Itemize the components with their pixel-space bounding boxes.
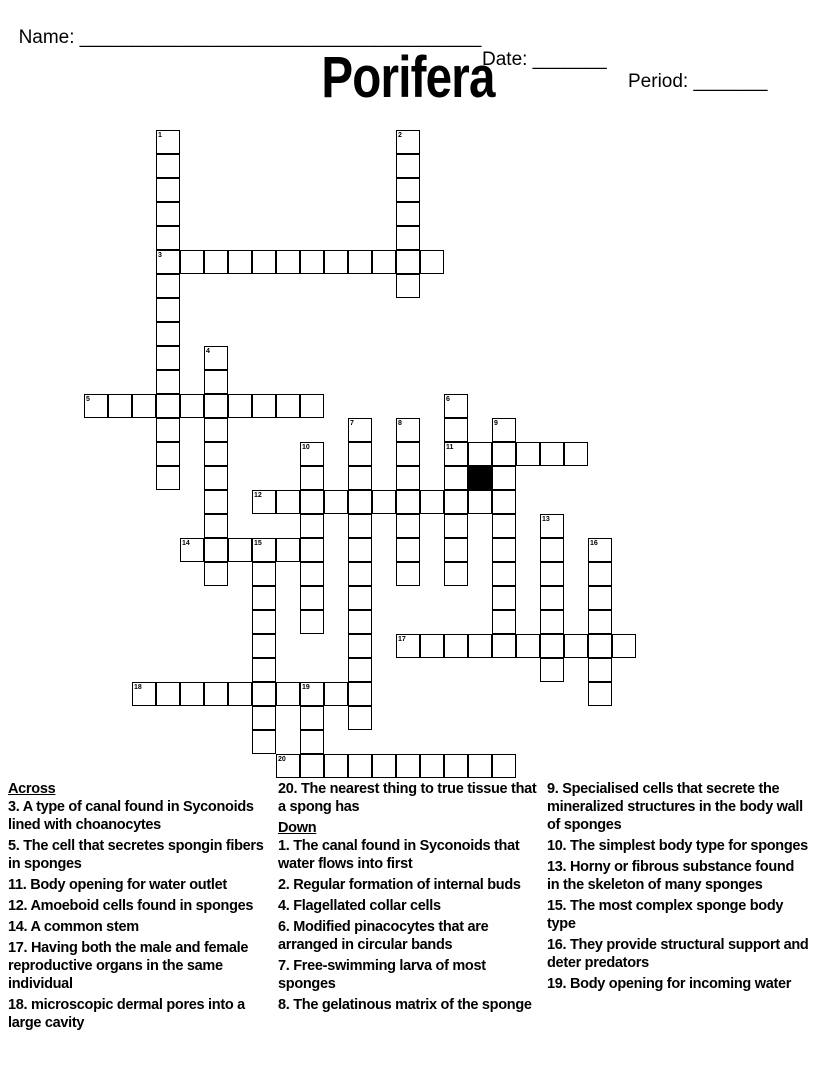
grid-cell[interactable]	[156, 154, 180, 178]
grid-cell[interactable]	[396, 514, 420, 538]
grid-cell[interactable]	[492, 610, 516, 634]
clue-number: 11	[446, 444, 454, 451]
grid-cell[interactable]	[540, 562, 564, 586]
grid-cell[interactable]	[348, 682, 372, 706]
grid-cell[interactable]	[156, 322, 180, 346]
grid-cell[interactable]	[540, 514, 564, 538]
grid-cell[interactable]	[252, 658, 276, 682]
grid-cell[interactable]	[228, 538, 252, 562]
grid-cell[interactable]	[276, 394, 300, 418]
grid-cell[interactable]	[156, 418, 180, 442]
grid-cell[interactable]	[396, 250, 420, 274]
grid-cell[interactable]	[396, 130, 420, 154]
grid-cell[interactable]	[492, 754, 516, 778]
grid-cell[interactable]	[252, 538, 276, 562]
grid-cell[interactable]	[492, 466, 516, 490]
grid-cell[interactable]	[396, 178, 420, 202]
grid-cell[interactable]	[396, 442, 420, 466]
grid-cell[interactable]	[444, 394, 468, 418]
grid-cell[interactable]	[204, 250, 228, 274]
grid-cell[interactable]	[492, 634, 516, 658]
grid-cell[interactable]	[180, 394, 204, 418]
clue-down-8: 8. The gelatinous matrix of the sponge	[278, 997, 532, 1013]
clue-across-17: 17. Having both the male and female reproductive organs in the same individual	[8, 940, 249, 992]
clue-down-7: 7. Free-swimming larva of most sponges	[278, 958, 486, 992]
grid-cell[interactable]	[444, 754, 468, 778]
grid-cell[interactable]	[156, 682, 180, 706]
grid-cell[interactable]	[156, 274, 180, 298]
grid-cell[interactable]	[300, 610, 324, 634]
grid-cell[interactable]	[444, 538, 468, 562]
grid-cell[interactable]	[420, 250, 444, 274]
grid-cell[interactable]	[348, 490, 372, 514]
grid-cell[interactable]	[300, 490, 324, 514]
grid-cell[interactable]	[348, 658, 372, 682]
clue-down-1: 1. The canal found in Syconoids that water flows into first	[278, 838, 520, 872]
grid-cell[interactable]	[276, 682, 300, 706]
grid-cell[interactable]	[204, 370, 228, 394]
clue-number: 7	[350, 420, 354, 427]
grid-cell[interactable]	[204, 442, 228, 466]
grid-cell[interactable]	[444, 514, 468, 538]
grid-cell[interactable]	[348, 538, 372, 562]
grid-cell[interactable]	[444, 418, 468, 442]
grid-cell[interactable]	[156, 226, 180, 250]
grid-cell[interactable]	[156, 250, 180, 274]
clue-across-18: 18. microscopic dermal pores into a large cavity	[8, 997, 245, 1031]
clue-down-15: 15. The most complex sponge body type	[547, 898, 784, 932]
grid-cell[interactable]	[276, 754, 300, 778]
grid-cell[interactable]	[348, 562, 372, 586]
clue-down-9: 9. Specialised cells that secrete the mineralized structures in the body wall of sponges	[547, 781, 803, 833]
grid-cell[interactable]	[396, 490, 420, 514]
grid-cell[interactable]	[252, 610, 276, 634]
across-heading: Across	[8, 781, 56, 797]
down-heading: Down	[278, 820, 317, 836]
grid-cell[interactable]	[540, 658, 564, 682]
grid-cell[interactable]	[324, 490, 348, 514]
grid-cell[interactable]	[204, 346, 228, 370]
grid-cell[interactable]	[372, 490, 396, 514]
grid-cell[interactable]	[300, 250, 324, 274]
grid-cell[interactable]	[492, 586, 516, 610]
grid-cell[interactable]	[324, 250, 348, 274]
grid-cell[interactable]	[180, 682, 204, 706]
clue-down-2: 2. Regular formation of internal buds	[278, 877, 521, 893]
grid-cell[interactable]	[84, 394, 108, 418]
clue-across-5: 5. The cell that secretes spongin fibers in sponges	[8, 838, 264, 872]
grid-cell[interactable]	[204, 394, 228, 418]
clue-number: 6	[446, 396, 450, 403]
grid-cell[interactable]	[444, 634, 468, 658]
clue-number: 1	[158, 132, 162, 139]
grid-cell[interactable]	[204, 538, 228, 562]
grid-cell[interactable]	[564, 634, 588, 658]
clue-number: 13	[542, 516, 550, 523]
grid-cell[interactable]	[180, 538, 204, 562]
clue-number: 18	[134, 684, 142, 691]
grid-cell[interactable]	[228, 682, 252, 706]
grid-cell[interactable]	[132, 394, 156, 418]
grid-cell[interactable]	[348, 706, 372, 730]
grid-cell[interactable]	[588, 658, 612, 682]
clue-number: 5	[86, 396, 90, 403]
grid-cell[interactable]	[300, 514, 324, 538]
grid-cell[interactable]	[300, 394, 324, 418]
grid-cell[interactable]	[444, 490, 468, 514]
grid-cell[interactable]	[372, 250, 396, 274]
grid-cell[interactable]	[300, 682, 324, 706]
grid-cell[interactable]	[396, 274, 420, 298]
grid-cell[interactable]	[396, 538, 420, 562]
grid-black-cell	[468, 466, 492, 490]
grid-cell[interactable]	[444, 442, 468, 466]
clue-across-11: 11. Body opening for water outlet	[8, 877, 227, 893]
grid-cell[interactable]	[348, 610, 372, 634]
grid-cell[interactable]	[540, 538, 564, 562]
grid-cell[interactable]	[372, 754, 396, 778]
grid-cell[interactable]	[348, 466, 372, 490]
grid-cell[interactable]	[396, 226, 420, 250]
grid-cell[interactable]	[420, 490, 444, 514]
grid-cell[interactable]	[540, 586, 564, 610]
grid-cell[interactable]	[156, 130, 180, 154]
grid-cell[interactable]	[540, 634, 564, 658]
clue-down-16: 16. They provide structural support and deter predators	[547, 937, 809, 971]
clue-number: 16	[590, 540, 598, 547]
grid-cell[interactable]	[108, 394, 132, 418]
grid-cell[interactable]	[156, 298, 180, 322]
grid-cell[interactable]	[252, 490, 276, 514]
grid-cell[interactable]	[156, 346, 180, 370]
grid-cell[interactable]	[252, 394, 276, 418]
grid-cell[interactable]	[300, 538, 324, 562]
grid-cell[interactable]	[156, 202, 180, 226]
grid-cell[interactable]	[348, 634, 372, 658]
grid-cell[interactable]	[444, 562, 468, 586]
grid-cell[interactable]	[276, 490, 300, 514]
clue-number: 2	[398, 132, 402, 139]
grid-cell[interactable]	[156, 442, 180, 466]
grid-cell[interactable]	[444, 466, 468, 490]
grid-cell[interactable]	[348, 754, 372, 778]
clue-number: 9	[494, 420, 498, 427]
grid-cell[interactable]	[204, 682, 228, 706]
grid-cell[interactable]	[324, 754, 348, 778]
grid-cell[interactable]	[420, 634, 444, 658]
grid-cell[interactable]	[228, 394, 252, 418]
grid-cell[interactable]	[396, 418, 420, 442]
clue-across-20: 20. The nearest thing to true tissue that a spong has	[278, 781, 537, 815]
grid-cell[interactable]	[588, 634, 612, 658]
grid-cell[interactable]	[276, 538, 300, 562]
grid-cell[interactable]	[156, 370, 180, 394]
date-field[interactable]: Date: _______	[482, 49, 607, 70]
grid-cell[interactable]	[204, 490, 228, 514]
clue-down-6: 6. Modified pinacocytes that are arranged in circular bands	[278, 919, 489, 953]
grid-cell[interactable]	[252, 706, 276, 730]
clue-number: 15	[254, 540, 262, 547]
grid-cell[interactable]	[468, 490, 492, 514]
grid-cell[interactable]	[492, 490, 516, 514]
grid-cell[interactable]	[156, 394, 180, 418]
clue-down-4: 4. Flagellated collar cells	[278, 898, 441, 914]
clues-column-1	[8, 780, 270, 1035]
grid-cell[interactable]	[228, 250, 252, 274]
grid-cell[interactable]	[588, 682, 612, 706]
grid-cell[interactable]	[396, 634, 420, 658]
clue-number: 12	[254, 492, 262, 499]
grid-cell[interactable]	[252, 250, 276, 274]
clue-number: 14	[182, 540, 190, 547]
grid-cell[interactable]	[468, 442, 492, 466]
grid-cell[interactable]	[300, 730, 324, 754]
clue-number: 10	[302, 444, 310, 451]
grid-cell[interactable]	[516, 634, 540, 658]
grid-cell[interactable]	[300, 754, 324, 778]
clue-number: 20	[278, 756, 286, 763]
grid-cell[interactable]	[612, 634, 636, 658]
grid-cell[interactable]	[588, 562, 612, 586]
clues-column-3	[547, 780, 809, 996]
grid-cell[interactable]	[540, 442, 564, 466]
grid-cell[interactable]	[204, 514, 228, 538]
grid-cell[interactable]	[252, 562, 276, 586]
grid-cell[interactable]	[564, 442, 588, 466]
grid-cell[interactable]	[252, 682, 276, 706]
clues-column-2	[278, 780, 540, 1017]
clue-down-10: 10. The simplest body type for sponges	[547, 838, 808, 854]
grid-cell[interactable]	[492, 562, 516, 586]
grid-cell[interactable]	[492, 514, 516, 538]
grid-cell[interactable]	[252, 586, 276, 610]
period-field[interactable]: Period: _______	[628, 71, 768, 92]
grid-cell[interactable]	[420, 754, 444, 778]
grid-cell[interactable]	[396, 754, 420, 778]
grid-cell[interactable]	[204, 466, 228, 490]
grid-cell[interactable]	[252, 730, 276, 754]
grid-cell[interactable]	[156, 178, 180, 202]
grid-cell[interactable]	[204, 562, 228, 586]
clue-number: 4	[206, 348, 210, 355]
grid-cell[interactable]	[468, 754, 492, 778]
grid-cell[interactable]	[396, 202, 420, 226]
clue-down-19: 19. Body opening for incoming water	[547, 976, 792, 992]
clue-number: 17	[398, 636, 406, 643]
grid-cell[interactable]	[492, 538, 516, 562]
grid-cell[interactable]	[492, 442, 516, 466]
grid-cell[interactable]	[132, 682, 156, 706]
grid-cell[interactable]	[156, 466, 180, 490]
grid-cell[interactable]	[300, 586, 324, 610]
grid-cell[interactable]	[300, 562, 324, 586]
clue-number: 8	[398, 420, 402, 427]
grid-cell[interactable]	[300, 442, 324, 466]
grid-cell[interactable]	[588, 610, 612, 634]
grid-cell[interactable]	[324, 682, 348, 706]
clue-across-12: 12. Amoeboid cells found in sponges	[8, 898, 254, 914]
puzzle-title: Porifera	[321, 45, 495, 110]
grid-cell[interactable]	[588, 586, 612, 610]
grid-cell[interactable]	[300, 706, 324, 730]
grid-cell[interactable]	[396, 562, 420, 586]
grid-cell[interactable]	[492, 418, 516, 442]
grid-cell[interactable]	[516, 442, 540, 466]
grid-cell[interactable]	[588, 538, 612, 562]
name-field[interactable]: Name: ______________________________________	[18, 27, 482, 48]
grid-cell[interactable]	[540, 610, 564, 634]
grid-cell[interactable]	[180, 250, 204, 274]
grid-cell[interactable]	[204, 418, 228, 442]
grid-cell[interactable]	[348, 586, 372, 610]
clue-down-13: 13. Horny or fibrous substance found in the skeleton of many sponges	[547, 859, 795, 893]
grid-cell[interactable]	[252, 634, 276, 658]
grid-cell[interactable]	[396, 154, 420, 178]
clue-number: 19	[302, 684, 310, 691]
grid-cell[interactable]	[348, 250, 372, 274]
grid-cell[interactable]	[468, 634, 492, 658]
grid-cell[interactable]	[348, 418, 372, 442]
grid-cell[interactable]	[300, 466, 324, 490]
grid-cell[interactable]	[348, 514, 372, 538]
clue-across-14: 14. A common stem	[8, 919, 139, 935]
grid-cell[interactable]	[348, 442, 372, 466]
grid-cell[interactable]	[396, 466, 420, 490]
grid-cell[interactable]	[276, 250, 300, 274]
clue-across-3: 3. A type of canal found in Syconoids lined with choanocytes	[8, 799, 254, 833]
clue-number: 3	[158, 252, 162, 259]
